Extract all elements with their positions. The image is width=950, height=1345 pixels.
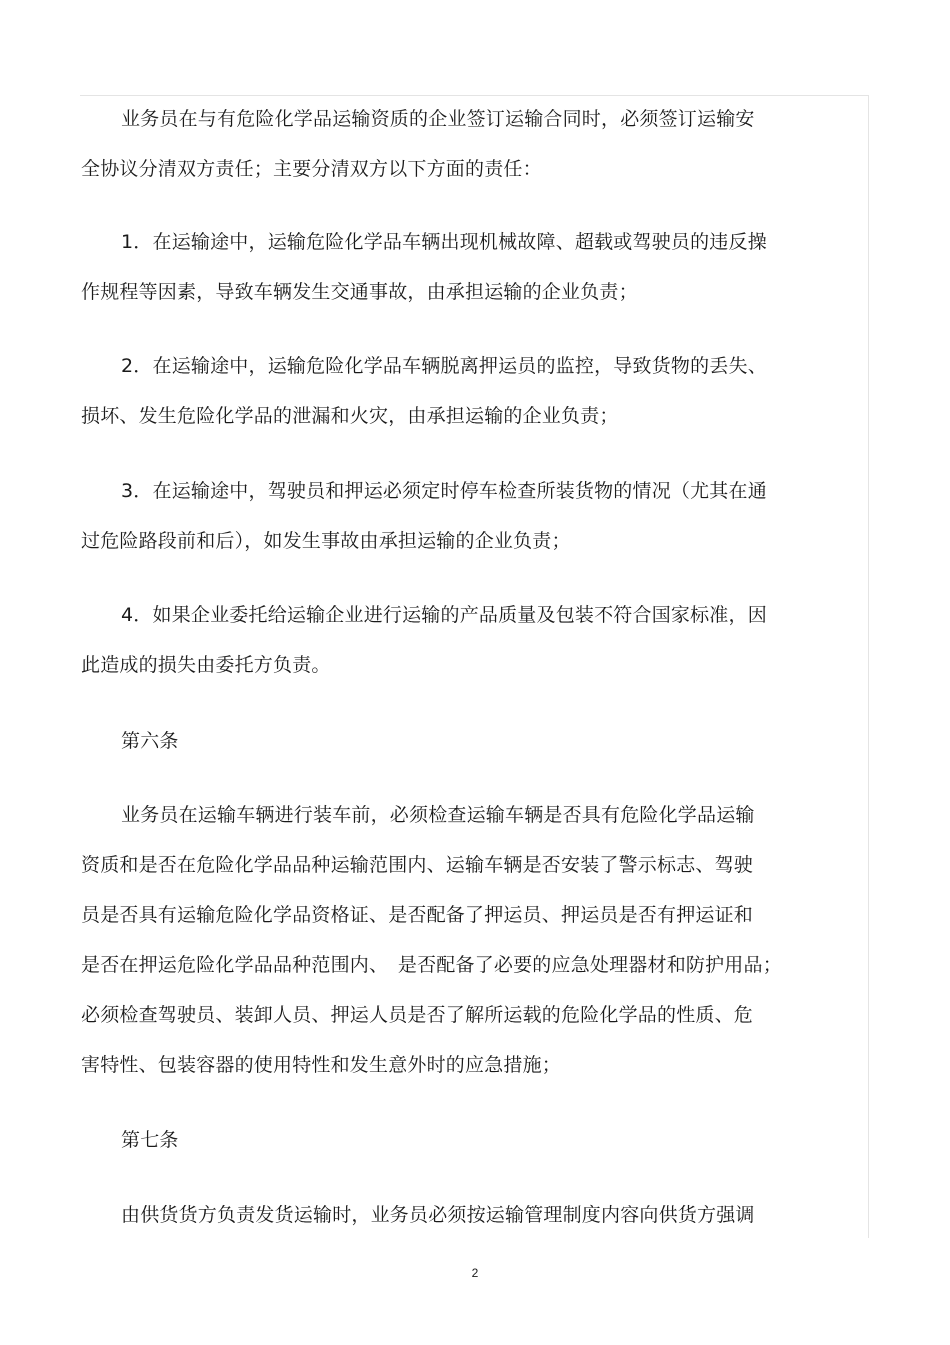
list-item-4-line: 4．如果企业委托给运输企业进行运输的产品质量及包装不符合国家标准，因 [121, 604, 767, 626]
text-line: 全协议分清双方责任；主要分清双方以下方面的责任： [81, 158, 542, 180]
text-line: 资质和是否在危险化学品品种运输范围内、运输车辆是否安装了警示标志、驾驶 [81, 854, 754, 876]
text-line: 害特性、包装容器的使用特性和发生意外时的应急措施； [81, 1054, 562, 1076]
list-item-1-line: 1．在运输途中，运输危险化学品车辆出现机械故障、超载或驾驶员的违反操 [121, 231, 767, 253]
list-item-2-line: 损坏、发生危险化学品的泄漏和火灾，由承担运输的企业负责； [81, 405, 619, 427]
article-heading-7: 第七条 [121, 1129, 179, 1151]
page-right-rule [868, 95, 869, 1238]
list-item-4-line: 此造成的损失由委托方负责。 [81, 654, 331, 676]
page-top-rule [80, 95, 869, 96]
list-item-2-line: 2．在运输途中，运输危险化学品车辆脱离押运员的监控，导致货物的丢失、 [121, 355, 767, 377]
text-line: 员是否具有运输危险化学品资格证、是否配备了押运员、押运员是否有押运证和 [81, 904, 754, 926]
page-number: 2 [471, 1266, 479, 1280]
text-line: 是否在押运危险化学品品种范围内、 是否配备了必要的应急处理器材和防护用品； [81, 954, 782, 976]
article-heading-6: 第六条 [121, 730, 179, 752]
list-item-3-line: 3．在运输途中，驾驶员和押运必须定时停车检查所装货物的情况（尤其在通 [121, 480, 767, 502]
text-line: 必须检查驾驶员、装卸人员、押运人员是否了解所运载的危险化学品的性质、危 [81, 1004, 754, 1026]
text-line: 由供货货方负责发货运输时，业务员必须按运输管理制度内容向供货方强调 [121, 1204, 755, 1226]
list-item-1-line: 作规程等因素，导致车辆发生交通事故，由承担运输的企业负责； [81, 281, 638, 303]
text-line: 业务员在与有危险化学品运输资质的企业签订运输合同时，必须签订运输安 [121, 108, 755, 130]
list-item-3-line: 过危险路段前和后），如发生事故由承担运输的企业负责； [81, 530, 571, 552]
text-line: 业务员在运输车辆进行装车前，必须检查运输车辆是否具有危险化学品运输 [121, 804, 755, 826]
